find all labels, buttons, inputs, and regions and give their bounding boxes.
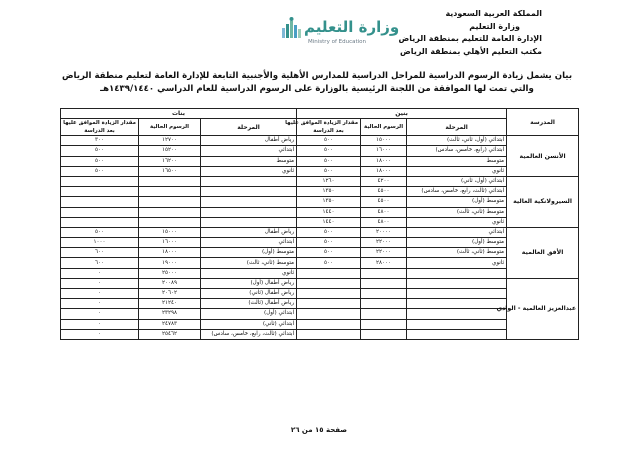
girls-fee-cell: ١٦٥٠٠	[139, 166, 201, 176]
girls-stage-cell: متوسط (ثاني، ثالث)	[201, 258, 297, 268]
boys-stage-cell: متوسط (أول)	[407, 238, 507, 248]
table-row	[61, 166, 579, 176]
boys-fee-cell: ٢٢٠٠٠	[361, 248, 407, 258]
boys-fee-cell: ٤٥٠٠	[361, 197, 407, 207]
boys-stage-cell: متوسط (ثاني، ثالث)	[407, 248, 507, 258]
girls-increase-cell: ٠	[61, 309, 139, 319]
boys-stage-cell	[407, 309, 507, 319]
girls-stage-cell: رياض أطفال (أول)	[201, 278, 297, 288]
girls-fee-cell	[139, 187, 201, 197]
boys-increase-cell	[297, 309, 361, 319]
boys-increase-cell	[297, 268, 361, 278]
school-name-cell: الأنسن العالمية	[507, 136, 579, 177]
girls-stage-cell: ابتدائي (ثاني)	[201, 319, 297, 329]
boys-group-header: بنين	[297, 109, 507, 119]
boys-stage-cell	[407, 299, 507, 309]
boys-increase-cell: ٥٠٠	[297, 238, 361, 248]
girls-stage-header: المرحلة	[201, 119, 297, 136]
girls-increase-header	[61, 119, 139, 136]
ministry-logo	[274, 12, 400, 58]
boys-stage-cell	[407, 289, 507, 299]
table-row	[61, 227, 579, 237]
girls-increase-cell: ٥٠٠	[61, 166, 139, 176]
boys-increase-cell: ١٣٥٠	[297, 187, 361, 197]
girls-stage-cell: متوسط	[201, 156, 297, 166]
boys-stage-cell: ابتدائي	[407, 227, 507, 237]
boys-fee-cell	[361, 329, 407, 339]
girls-fee-cell	[139, 207, 201, 217]
boys-fee-cell: ١٥٠٠٠	[361, 136, 407, 146]
boys-fee-cell: ٢٠٠٠٠	[361, 227, 407, 237]
fees-table-body	[61, 136, 579, 340]
girls-stage-cell	[201, 197, 297, 207]
girls-increase-cell: ٥٠٠	[61, 146, 139, 156]
boys-increase-cell	[297, 278, 361, 288]
girls-fee-cell: ٢٠٠٨٩	[139, 278, 201, 288]
table-row	[61, 207, 579, 217]
boys-increase-cell: ١٣٥٠	[297, 197, 361, 207]
girls-stage-cell: رياض أطفال (ثاني)	[201, 289, 297, 299]
boys-increase-header	[285, 119, 361, 136]
girls-increase-cell: ٦٠٠	[61, 248, 139, 258]
girls-group-header: بنات	[61, 109, 297, 119]
girls-stage-cell	[201, 207, 297, 217]
girls-increase-cell	[61, 207, 139, 217]
school-name-cell: الأفق العالمية	[507, 227, 579, 278]
boys-increase-cell: ٥٠٠	[297, 258, 361, 268]
girls-increase-cell: ٦٠٠	[61, 258, 139, 268]
girls-increase-cell: ٥٠٠	[61, 227, 139, 237]
girls-fee-cell	[139, 176, 201, 186]
girls-stage-cell: ابتدائي (أول)	[201, 309, 297, 319]
girls-fee-cell: ١٢٧٠٠	[139, 136, 201, 146]
boys-increase-cell: ٥٠٠	[297, 136, 361, 146]
girls-stage-cell: ثانوي	[201, 166, 297, 176]
ministry-emblem-icon	[280, 16, 304, 40]
table-row	[61, 197, 579, 207]
girls-fee-cell: ٢٠٦٠٢	[139, 289, 201, 299]
girls-increase-header-line1: مقدار الزيادة الموافق عليها	[63, 120, 136, 127]
boys-stage-cell: ابتدائي (رابع، خامس، سادس)	[407, 146, 507, 156]
boys-increase-cell: ٥٠٠	[297, 248, 361, 258]
boys-fee-cell	[361, 289, 407, 299]
girls-stage-cell	[201, 187, 297, 197]
boys-increase-cell	[297, 319, 361, 329]
girls-fee-cell: ١٨٠٠٠	[139, 248, 201, 258]
girls-increase-cell	[61, 176, 139, 186]
boys-fee-cell	[361, 319, 407, 329]
girls-fee-cell: ١٦٠٠٠	[139, 238, 201, 248]
girls-fee-cell: ٢٥٠٠٠	[139, 268, 201, 278]
girls-fee-cell: ١٦٢٠٠	[139, 156, 201, 166]
table-row	[61, 289, 579, 299]
boys-increase-cell: ٥٠٠	[297, 227, 361, 237]
boys-fee-cell: ٤٢٠٠	[361, 176, 407, 186]
document-title	[22, 70, 612, 96]
boys-fee-cell	[361, 309, 407, 319]
org-line-kingdom: المملكة العربية السعودية	[445, 9, 542, 18]
boys-fees-header: الرسوم الحالية	[361, 119, 407, 136]
logo-english-text: Ministry of Education	[308, 39, 367, 45]
school-name-cell: السيرولانكية العالية	[507, 176, 579, 227]
boys-increase-header-line2: بعد الدراسة	[313, 128, 344, 135]
girls-increase-cell: ١٠٠٠	[61, 238, 139, 248]
boys-fee-cell	[361, 268, 407, 278]
girls-increase-cell: ٠	[61, 319, 139, 329]
org-line-directorate: الإدارة العامة للتعليم بمنطقة الرياض	[398, 34, 542, 43]
boys-fee-cell: ٤٥٠٠	[361, 187, 407, 197]
boys-increase-cell	[297, 299, 361, 309]
boys-fee-cell: ٤٨٠٠	[361, 207, 407, 217]
org-line-office: مكتب التعليم الأهلي بمنطقة الرياض	[400, 46, 542, 56]
table-row	[61, 176, 579, 186]
girls-increase-cell: ٠	[61, 289, 139, 299]
girls-increase-cell: ٠	[61, 278, 139, 288]
boys-increase-header-line1: مقدار الزيادة الموافق عليها	[285, 120, 359, 127]
table-row	[61, 238, 579, 248]
girls-fee-cell: ١٥٠٠٠	[139, 227, 201, 237]
page-number: صفحة ١٥ من ٢٦	[290, 426, 348, 434]
boys-fee-cell: ١٨٠٠٠	[361, 156, 407, 166]
boys-increase-cell: ١٢٦٠	[297, 176, 361, 186]
girls-stage-cell: ثانوي	[201, 268, 297, 278]
girls-increase-cell	[61, 197, 139, 207]
girls-stage-cell: رياض أطفال	[201, 227, 297, 237]
girls-fee-cell: ٢٥٤٦٢	[139, 329, 201, 339]
boys-fee-cell	[361, 299, 407, 309]
boys-stage-cell	[407, 319, 507, 329]
girls-stage-cell: متوسط (أول)	[201, 248, 297, 258]
girls-increase-cell	[61, 187, 139, 197]
organization-block	[399, 8, 542, 58]
girls-increase-cell: ٥٠٠	[61, 156, 139, 166]
girls-stage-cell: ابتدائي	[201, 238, 297, 248]
boys-stage-cell: ثانوي	[407, 166, 507, 176]
table-row	[61, 217, 579, 227]
girls-increase-cell: ٠	[61, 268, 139, 278]
girls-fee-cell: ٢٤٧٨٣	[139, 319, 201, 329]
boys-fee-cell: ١٦٠٠٠	[361, 146, 407, 156]
girls-fee-cell	[139, 217, 201, 227]
title-line-1: بيان يشمل زيادة الرسوم الدراسية للمراحل الدراسية للمدارس الأهلية والأجنبية التابعة للإدارة العامة لتعليم منطقة الرياض	[61, 71, 573, 81]
boys-stage-cell: متوسط	[407, 156, 507, 166]
table-row	[61, 268, 579, 278]
girls-fee-cell	[139, 197, 201, 207]
boys-stage-cell	[407, 268, 507, 278]
girls-fee-cell: ١٩٠٠٠	[139, 258, 201, 268]
boys-fee-cell: ٢٨٠٠٠	[361, 258, 407, 268]
girls-stage-cell: ابتدائي	[201, 146, 297, 156]
girls-fee-cell: ٢١٢٤٠	[139, 299, 201, 309]
boys-stage-header: المرحلة	[407, 119, 507, 136]
girls-fees-header: الرسوم الحالية	[139, 119, 201, 136]
page-header	[0, 0, 638, 68]
boys-stage-cell: ابتدائي (ثالث، رابع، خامس، سادس)	[407, 187, 507, 197]
boys-stage-cell	[407, 278, 507, 288]
title-line-2: والتي تمت لها الموافقة من اللجنة الرئيسية بالوزارة على الرسوم الدراسية للعام الدراسي ١٤٣٩/١٤٤٠هـ	[100, 84, 534, 94]
boys-increase-cell: ٥٠٠	[297, 166, 361, 176]
fees-table	[60, 108, 579, 340]
girls-stage-cell	[201, 217, 297, 227]
table-row	[61, 319, 579, 329]
school-column-header: المدرسة	[507, 109, 579, 136]
girls-increase-cell	[61, 217, 139, 227]
girls-fee-cell: ١٥٢٠٠	[139, 146, 201, 156]
boys-fee-cell: ٤٨٠٠	[361, 217, 407, 227]
boys-stage-cell: متوسط (ثاني، ثالث)	[407, 207, 507, 217]
girls-stage-cell: رياض أطفال	[201, 136, 297, 146]
org-line-ministry: وزارة التعليم	[469, 21, 520, 31]
school-name-cell: عبدالعزيز العالمية - الوادي	[507, 278, 579, 339]
boys-stage-cell: ثانوي	[407, 217, 507, 227]
table-row	[61, 248, 579, 258]
boys-fee-cell	[361, 278, 407, 288]
logo-arabic-text: وزارة التعليم	[304, 18, 400, 36]
boys-stage-cell	[407, 329, 507, 339]
girls-stage-cell: ابتدائي (ثالث، رابع، خامس، سادس)	[201, 329, 297, 339]
girls-increase-cell: ٣٠٠	[61, 136, 139, 146]
table-row	[61, 329, 579, 339]
boys-fee-cell: ٢٢٠٠٠	[361, 238, 407, 248]
table-row	[61, 187, 579, 197]
boys-increase-cell: ١٤٤٠	[297, 207, 361, 217]
boys-stage-cell: ابتدائي (أول، ثاني، ثالث)	[407, 136, 507, 146]
table-row	[61, 278, 579, 288]
boys-stage-cell: ابتدائي (أول، ثاني)	[407, 176, 507, 186]
boys-stage-cell: ثانوي	[407, 258, 507, 268]
boys-fee-cell: ١٨٠٠٠	[361, 166, 407, 176]
girls-stage-cell: رياض أطفال (ثالث)	[201, 299, 297, 309]
girls-fee-cell: ٢٣٢٩٨	[139, 309, 201, 319]
table-row	[61, 136, 579, 146]
girls-increase-cell: ٠	[61, 329, 139, 339]
boys-increase-cell	[297, 289, 361, 299]
girls-stage-cell	[201, 176, 297, 186]
boys-increase-cell: ٥٠٠	[297, 156, 361, 166]
boys-increase-cell: ١٤٤٠	[297, 217, 361, 227]
boys-increase-cell	[297, 329, 361, 339]
boys-stage-cell: متوسط (أول)	[407, 197, 507, 207]
boys-increase-cell: ٥٠٠	[297, 146, 361, 156]
table-row	[61, 156, 579, 166]
table-row	[61, 146, 579, 156]
girls-increase-cell: ٠	[61, 299, 139, 309]
girls-increase-header-line2: بعد الدراسة	[84, 128, 115, 135]
table-row	[61, 258, 579, 268]
